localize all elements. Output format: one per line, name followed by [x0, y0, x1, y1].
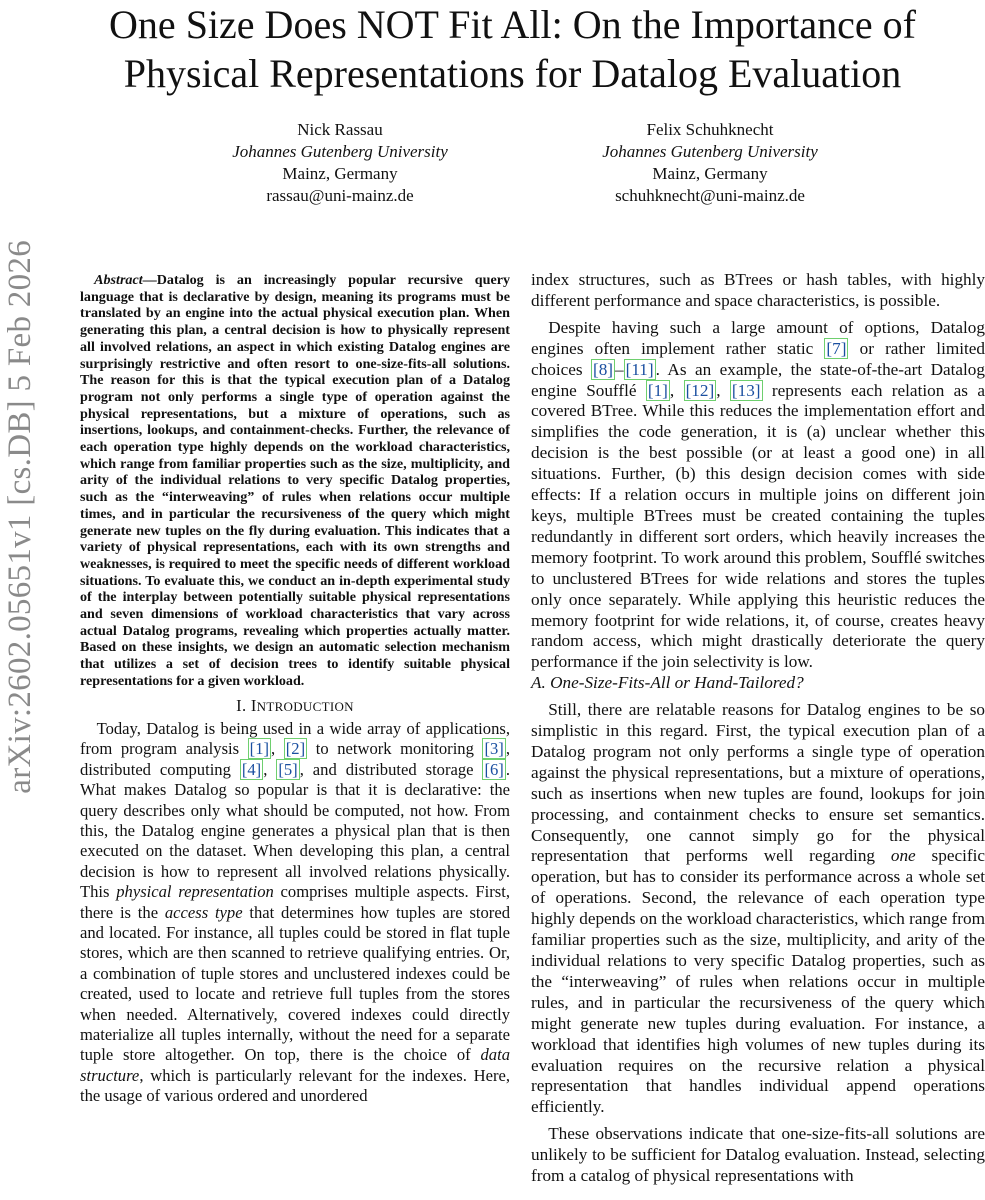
author-location: Mainz, Germany — [282, 164, 398, 183]
subsection-heading: A. One-Size-Fits-All or Hand-Tailored? — [531, 673, 804, 693]
author-email: rassau@uni-mainz.de — [266, 186, 414, 205]
abstract-text: —Datalog is an increasingly popular recursive query language that is declarative by design, meaning its programs must be translated by an engine into the actual physical execution plan. When generating this plan, a central decision is how to physically represent all involved relations, an aspect in which existing Datalog engines are surprisingly restrictive and often resort to one-size-fits-all solutions. The reason for this is that the typical execution plan of a Datalog program not only performs a single type of operation against the physical representations, but a mixture of operations, such as insertions, lookups, and containment-checks. Further, the relevance of each operation type highly depends on the workload characteristics, which range from familiar properties such as the size, multiplicity, and arity of the individual relations to very specific Datalog properties, such as the “interweaving” of rules when relations occur multiple times, and in particular the recursiveness of the query which might generate new tuples on the fly during evaluation. This indicates that a variety of physical representations, each with its own strengths and weaknesses, is required to meet the specific needs of different workload situations. To evaluate this, we conduct an in-depth experimental study of the interplay between potentially suitable physical representations and seven dimensions of workload characteristics that vary across actual Datalog programs, revealing which properties actually matter. Based on these insights, we design an automatic selection mechanism that utilizes a set of decision trees to identify suitable physical representations for a given workload. — [80, 272, 510, 689]
abstract-label: Abstract — [94, 272, 143, 288]
author-affiliation: Johannes Gutenberg University — [602, 142, 818, 161]
citation-link[interactable]: [12] — [685, 380, 715, 400]
arxiv-watermark: arXiv:2602.05651v1 [cs.DB] 5 Feb 2026 — [1, 240, 38, 794]
author-email: schuhknecht@uni-mainz.de — [615, 186, 805, 205]
left-column — [80, 272, 510, 1107]
body-paragraph: These observations indicate that one-size-fits-all solutions are unlikely to be sufficient for Datalog evaluation. Instead, selecting from a catalog of physical representations with — [531, 1124, 985, 1186]
right-column — [531, 270, 985, 1187]
abstract — [80, 272, 510, 690]
author-affiliation: Johannes Gutenberg University — [232, 142, 448, 161]
citation-link[interactable]: [1] — [249, 739, 270, 759]
body-paragraph: Still, there are relatable reasons for Datalog engines to be so simplistic in this regard. First, the typical execution plan of a Datalog program not only performs a single type of operation against the physical representations, but a mixture of operations, such as insertions when new tuples are found, lookups for join processing, and containment checks to ensure set semantics. Consequently, one cannot simply go for the physical representation that performs well regarding one specific operation, but has to consider its performance across a whole set of operations. Second, the relevance of each operation type highly depends on the workload characteristics, which range from familiar properties such as the size, multiplicity, and arity of the individual relations to very specific Datalog properties, such as the “interweaving” of rules when relations occur in multiple rules, and in particular the recursiveness of the query which might generate new tuples during evaluation. For instance, a workload that identifies high volumes of new tuples during its evaluation requires on the recursive relation a physical representation that handles individual append operations efficiently. — [531, 700, 985, 1117]
paper-title: One Size Does NOT Fit All: On the Importance of Physical Representations for Datalog Evaluation — [109, 2, 916, 96]
citation-link[interactable]: [7] — [826, 338, 847, 358]
citation-link[interactable]: [6] — [484, 759, 504, 779]
body-paragraph: index structures, such as BTrees or hash tables, with highly different performance and space characteristics, is possible. — [531, 270, 985, 310]
citation-link[interactable]: [13] — [731, 380, 761, 400]
citation-link[interactable]: [3] — [484, 739, 504, 759]
body-paragraph: Despite having such a large amount of options, Datalog engines often implement rather static [7] or rather limited choices [8] – [11] . As an example, the state-of-the-art Datalog engine Soufflé [1] , [12] , [13] represents each relation as a covered BTree. While this reduces the implementation effort and simplifies the code generation, it is (a) unclear whether this decision is the best possible (or at least a good one) in all situations. Further, (b) this design decision comes with side effects: If a relation occurs in multiple joins on different join keys, multiple BTrees must be created containing the tuples redundantly in different sort orders, which heavily increases the memory footprint. To work around this problem, Soufflé switches to unclustered BTrees for wide relations and stores the tuples only once separately. While applying this heuristic reduces the memory footprint for wide relations, it, of course, creates heavy random access, which might drastically deteriorate the query performance if the join selectivity is low. — [531, 317, 985, 672]
citation-link[interactable]: [8] — [592, 359, 614, 379]
author-location: Mainz, Germany — [652, 164, 768, 183]
citation-link[interactable]: [1] — [647, 380, 668, 400]
citation-link[interactable]: [4] — [241, 759, 262, 779]
citation-link[interactable]: [5] — [278, 759, 298, 779]
citation-link[interactable]: [2] — [285, 739, 306, 759]
section-heading-introduction: I. INTRODUCTION — [236, 695, 354, 715]
author-block-2 — [530, 119, 890, 207]
intro-paragraph: Today, Datalog is being used in a wide array of applications, from program analysis [1] , [2] to network monitoring [3] , distributed computing [4] , [5] , and distributed storage [6] . What makes Datalog so popular is that it is declarative: the query describes only what should be computed, not how. From this, the Datalog engine generates a physical plan that is then executed on the dataset. When developing this plan, a central decision is how to represent all involved relations physically. This physical representation comprises multiple aspects. First, there is the access type that determines how tuples are stored and located. For instance, all tuples could be stored in flat tuple stores, which are then scanned to retrieve qualifying entries. Or, a combination of tuple stores and unclustered indexes could be created, used to locate and retrieve full tuples from the stores when needed. Alternatively, covered indexes could directly materialize all tuples internally, without the need for a separate tuple store altogether. On top, there is the choice of data structure, which is particularly relevant for the indexes. Here, the usage of various ordered and unordered — [80, 718, 510, 1106]
citation-link[interactable]: [11] — [625, 359, 654, 379]
author-block-1 — [160, 119, 520, 207]
author-name: Nick Rassau — [297, 120, 383, 139]
author-name: Felix Schuhknecht — [646, 120, 774, 139]
